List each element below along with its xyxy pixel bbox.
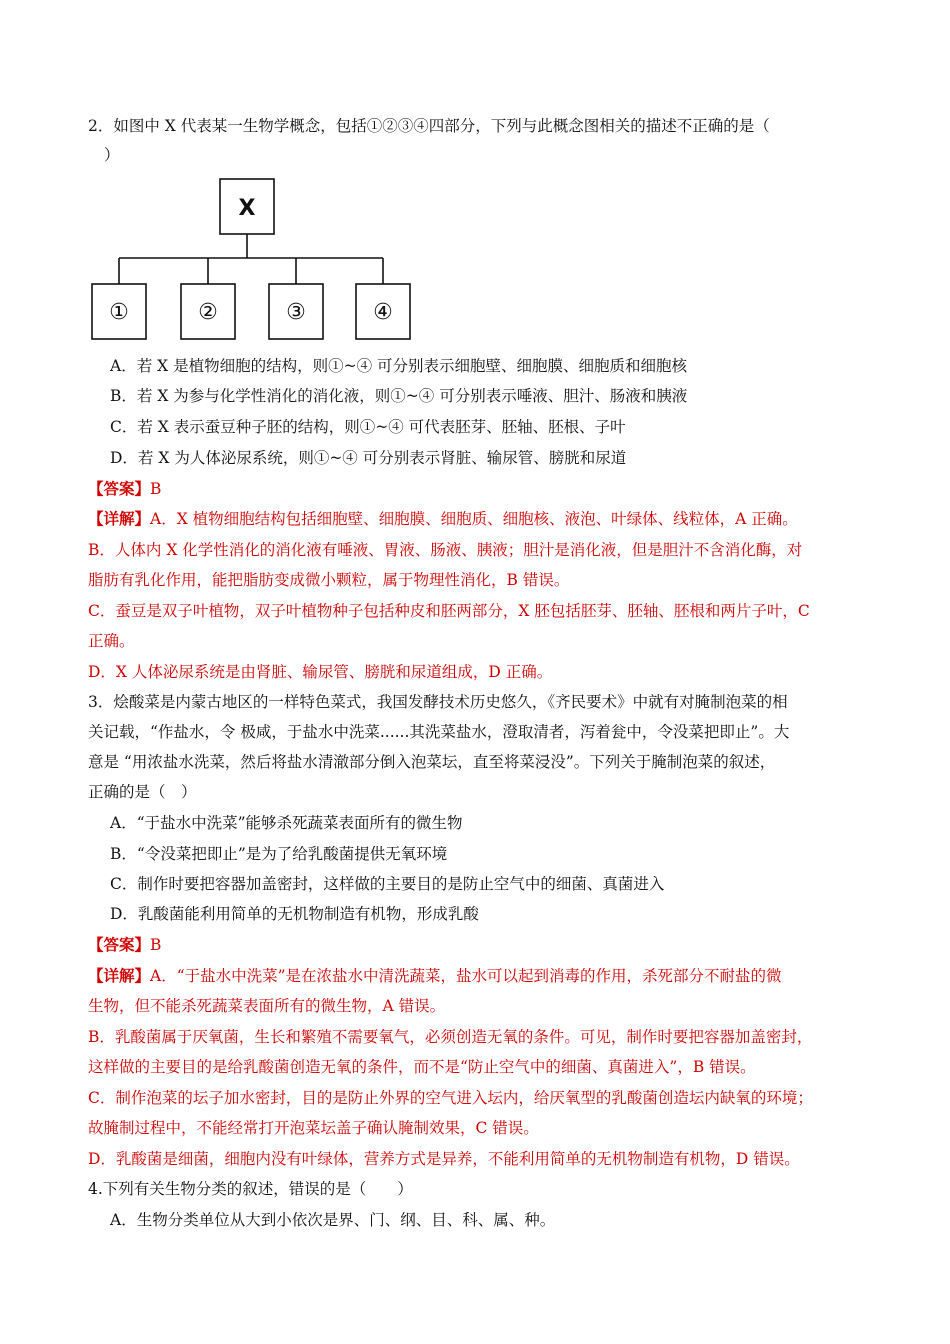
q3-detail-line-3: B．乳酸菌属于厌氧菌，生长和繁殖不需要氧气，必须创造无氧的条件。可见，制作时要把容器加盖密封， (88, 1028, 813, 1046)
q2-detail-line-5: 正确。 (88, 632, 135, 650)
answer-value: B (150, 480, 162, 498)
diagram-root-label: X (238, 196, 256, 221)
q3-option-c: C．制作时要把容器加盖密封，这样做的主要目的是防止空气中的细菌、真菌进入 (110, 875, 665, 893)
q2-stem-line-1: 2．如图中 X 代表某一生物学概念，包括①②③④四部分，下列与此概念图相关的描述不正确的是（ (88, 117, 770, 135)
diagram-child-label-4: ④ (373, 300, 393, 325)
q4-stem: 4.下列有关生物分类的叙述，错误的是（ ） (88, 1180, 413, 1198)
q2-detail-line-4: C．蚕豆是双子叶植物，双子叶植物种子包括种皮和胚两部分，X 胚包括胚芽、胚轴、胚根和两片子叶，C (88, 602, 810, 620)
concept-diagram (88, 174, 418, 344)
q3-detail-line-5: C．制作泡菜的坛子加水密封，目的是防止外界的空气进入坛内，给厌氧型的乳酸菌创造坛内缺氧的环境； (88, 1089, 813, 1107)
q3-detail-line-1: 【详解】A．“于盐水中洗菜”是在浓盐水中清洗蔬菜，盐水可以起到消毒的作用，杀死部分不耐盐的微 (88, 966, 782, 985)
q3-stem-line-4: 正确的是（ ） (88, 783, 197, 801)
q3-option-b: B．“令没菜把即止”是为了给乳酸菌提供无氧环境 (110, 845, 448, 863)
q3-option-d: D．乳酸菌能利用简单的无机物制造有机物，形成乳酸 (110, 905, 479, 923)
q3-stem-line-2: 关记载，“作盐水，令 极咸，于盐水中洗菜......其洗菜盐水，澄取清者，泻着瓮中，令没菜把即止”。大 (88, 723, 790, 741)
q3-detail-line-2: 生物，但不能杀死蔬菜表面所有的微生物，A 错误。 (88, 997, 446, 1015)
q2-detail-line-6: D．X 人体泌尿系统是由肾脏、输尿管、膀胱和尿道组成，D 正确。 (88, 663, 553, 681)
answer-tag: 【答案】 (88, 935, 151, 954)
diagram-child-label-1: ① (109, 300, 129, 325)
diagram-child-label-3: ③ (286, 300, 306, 325)
q3-stem-line-1: 3．烩酸菜是内蒙古地区的一样特色菜式，我国发酵技术历史悠久，《齐民要术》中就有对腌制泡菜的相 (88, 693, 788, 711)
q2-option-d: D．若 X 为人体泌尿系统，则①~④ 可分别表示肾脏、输尿管、膀胱和尿道 (110, 449, 627, 467)
answer-value: B (150, 936, 162, 954)
q3-detail-line-6: 故腌制过程中，不能经常打开泡菜坛盖子确认腌制效果，C 错误。 (88, 1119, 539, 1137)
q3-detail-line-4: 这样做的主要目的是给乳酸菌创造无氧的条件，而不是“防止空气中的细菌、真菌进入”，B 错误。 (88, 1058, 756, 1076)
q4-option-a: A．生物分类单位从大到小依次是界、门、纲、目、科、属、种。 (110, 1211, 556, 1229)
detail-tag: 【详解】 (88, 966, 151, 985)
q2-detail-line-1: 【详解】A．X 植物细胞结构包括细胞壁、细胞膜、细胞质、细胞核、液泡、叶绿体、线粒体，A 正确。 (88, 509, 798, 528)
q2-option-c: C．若 X 表示蚕豆种子胚的结构，则①~④ 可代表胚芽、胚轴、胚根、子叶 (110, 418, 626, 436)
q2-stem-line-2: ） (104, 146, 120, 164)
answer-tag: 【答案】 (88, 479, 151, 498)
q2-answer (88, 478, 161, 500)
q2-detail-line-3: 脂肪有乳化作用，能把脂肪变成微小颗粒，属于物理性消化，B 错误。 (88, 571, 570, 589)
q2-detail-line-2: B．人体内 X 化学性消化的消化液有唾液、胃液、肠液、胰液；胆汁是消化液，但是胆汁不含消化酶，对 (88, 541, 803, 559)
q3-answer (88, 934, 161, 956)
q3-option-a: A．“于盐水中洗菜”能够杀死蔬菜表面所有的微生物 (110, 814, 463, 832)
detail-tag: 【详解】 (88, 509, 151, 528)
q2-option-b: B．若 X 为参与化学性消化的消化液，则①~④ 可分别表示唾液、胆汁、肠液和胰液 (110, 387, 688, 405)
q3-stem-line-3: 意是 “用浓盐水洗菜，然后将盐水清澈部分倒入泡菜坛，直至将菜浸没”。下列关于腌制泡菜的叙述， (88, 753, 776, 771)
diagram-child-label-2: ② (198, 300, 218, 325)
q2-option-a: A．若 X 是植物细胞的结构，则①~④ 可分别表示细胞壁、细胞膜、细胞质和细胞核 (110, 357, 687, 375)
q3-detail-line-7: D．乳酸菌是细菌，细胞内没有叶绿体，营养方式是异养，不能利用简单的无机物制造有机物，D 错误。 (88, 1150, 800, 1168)
